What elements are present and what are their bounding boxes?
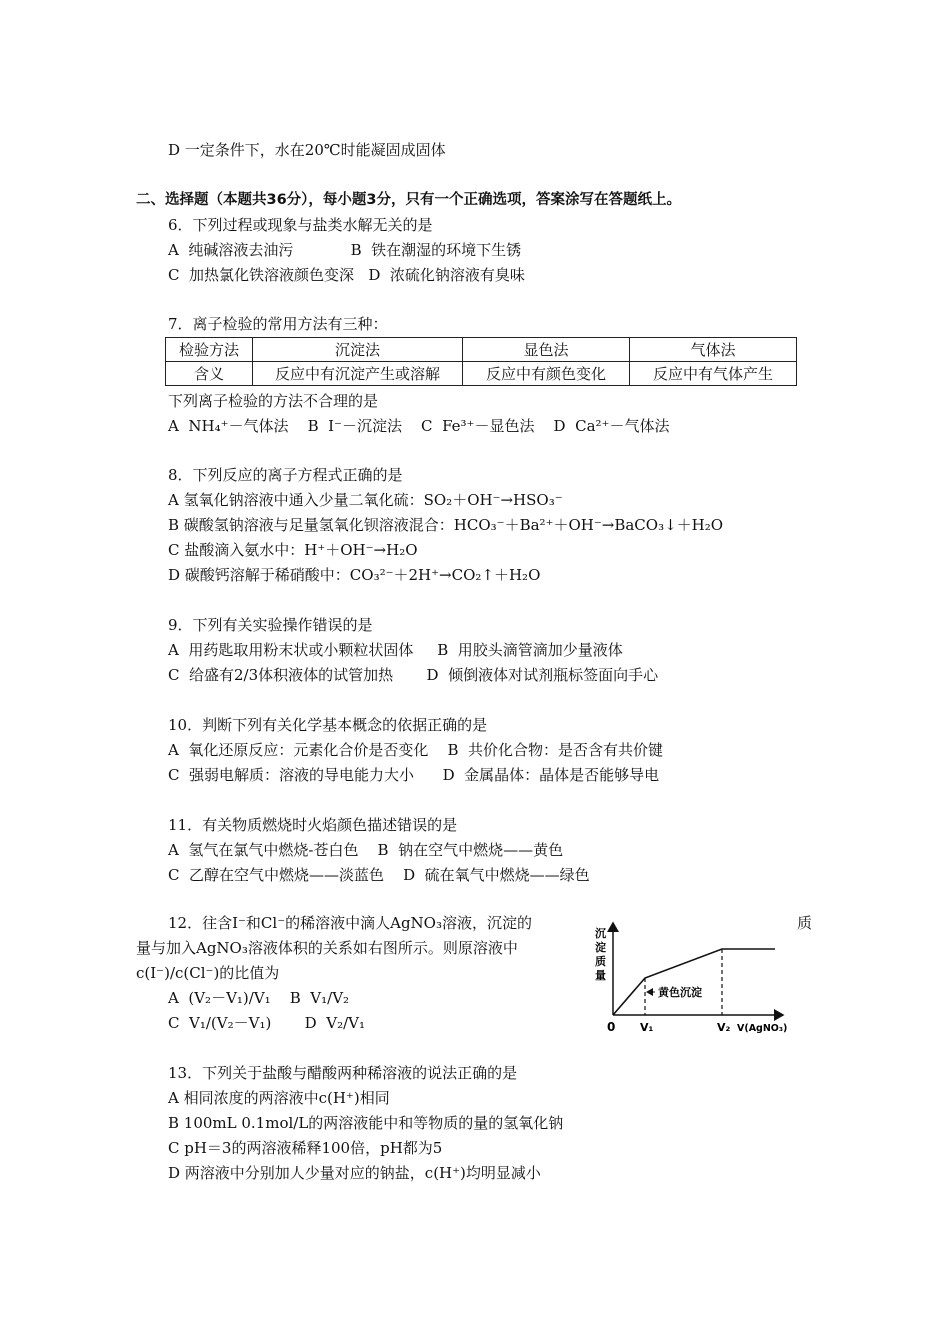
table-cell: 反应中有颜色变化 <box>463 362 630 386</box>
ylabel-char: 淀 <box>595 941 606 954</box>
ylabel-char: 质 <box>595 955 606 968</box>
q11-options-cd: C 乙醇在空气中燃烧——淡蓝色 D 硫在氧气中燃烧——绿色 <box>168 866 590 884</box>
xlabel: V(AgNO₃) <box>737 1023 788 1034</box>
table-cell: 反应中有气体产生 <box>630 362 797 386</box>
q11-options-ab: A 氢气在氯气中燃烧-苍白色 B 钠在空气中燃烧——黄色 <box>168 841 564 859</box>
table-header-row <box>166 338 797 362</box>
prev-option-d: D 一定条件下，水在20℃时能凝固成固体 <box>168 141 446 159</box>
q13-stem: 13．下列关于盐酸与醋酸两种稀溶液的说法正确的是 <box>168 1064 518 1082</box>
v2-label: V₂ <box>717 1021 731 1034</box>
ion-test-table <box>165 337 797 386</box>
q8-option-d: D 碳酸钙溶解于稀硝酸中：CO₃²⁻＋2H⁺→CO₂↑＋H₂O <box>168 566 541 584</box>
q8-option-c: C 盐酸滴入氨水中：H⁺＋OH⁻→H₂O <box>168 541 418 559</box>
q13-option-c: C pH＝3的两溶液稀释100倍，pH都为5 <box>168 1139 443 1157</box>
ylabel-char: 量 <box>595 969 606 982</box>
q12-line3: c(I⁻)/c(Cl⁻)的比值为 <box>136 964 280 982</box>
q10-options-ab: A 氧化还原反应：元素化合价是否变化 B 共价化合物：是否含有共价键 <box>168 741 664 759</box>
q13-option-d: D 两溶液中分别加人少量对应的钠盐，c(H⁺)均明显减小 <box>168 1164 541 1182</box>
q8-stem: 8．下列反应的离子方程式正确的是 <box>168 466 403 484</box>
annotation-label: 黄色沉淀 <box>658 986 702 999</box>
table-cell: 检验方法 <box>166 338 253 362</box>
ylabel-char: 沉 <box>595 927 606 940</box>
table-cell: 反应中有沉淀产生或溶解 <box>253 362 463 386</box>
q6-options-cd: C 加热氯化铁溶液颜色变深 D 浓硫化钠溶液有臭味 <box>168 266 525 284</box>
q6-stem: 6．下列过程或现象与盐类水解无关的是 <box>168 216 433 234</box>
q8-option-a: A 氢氧化钠溶液中通入少量二氧化硫：SO₂＋OH⁻→HSO₃⁻ <box>168 491 563 509</box>
q12-options-cd: C V₁/(V₂－V₁) D V₂/V₁ <box>168 1014 365 1032</box>
origin-label: 0 <box>607 1020 616 1034</box>
table-cell: 含义 <box>166 362 253 386</box>
q7-options: A NH₄⁺－气体法 B I⁻－沉淀法 C Fe³⁺－显色法 D Ca²⁺－气体法 <box>168 417 670 435</box>
q12-options-ab: A (V₂－V₁)/V₁ B V₁/V₂ <box>168 989 350 1007</box>
table-cell: 气体法 <box>630 338 797 362</box>
section-header: 二、选择题（本题共36分），每小题3分，只有一个正确选项，答案涂写在答题纸上。 <box>136 192 682 208</box>
q13-option-a: A 相同浓度的两溶液中c(H⁺)相同 <box>168 1089 390 1107</box>
q12-line1-end: 质 <box>797 914 813 932</box>
table-cell: 显色法 <box>463 338 630 362</box>
table-cell: 沉淀法 <box>253 338 463 362</box>
q7-stem: 7．离子检验的常用方法有三种： <box>168 315 388 333</box>
q12-line2: 量与加入AgNO₃溶液体积的关系如右图所示。则原溶液中 <box>136 939 518 957</box>
q9-options-cd: C 给盛有2/3体积液体的试管加热 D 倾倒液体对试剂瓶标签面向手心 <box>168 666 659 684</box>
precipitate-curve <box>613 949 775 1015</box>
q7-question: 下列离子检验的方法不合理的是 <box>168 392 379 410</box>
v1-label: V₁ <box>640 1021 654 1034</box>
q6-options-ab: A 纯碱溶液去油污 B 铁在潮湿的环境下生锈 <box>168 241 522 259</box>
q11-stem: 11．有关物质燃烧时火焰颜色描述错误的是 <box>168 816 458 834</box>
q9-options-ab: A 用药匙取用粉末状或小颗粒状固体 B 用胶头滴管滴加少量液体 <box>168 641 623 659</box>
table-row <box>166 362 797 386</box>
q8-option-b: B 碳酸氢钠溶液与足量氢氧化钡溶液混合：HCO₃⁻＋Ba²⁺＋OH⁻→BaCO₃↓＋H₂O <box>168 516 724 534</box>
q10-options-cd: C 强弱电解质：溶液的导电能力大小 D 金属晶体：晶体是否能够导电 <box>168 766 660 784</box>
precipitate-graph <box>585 915 790 1040</box>
q12-line1: 12．往含I⁻和Cl⁻的稀溶液中滴人AgNO₃溶液，沉淀的 <box>168 914 532 932</box>
q9-stem: 9．下列有关实验操作错误的是 <box>168 616 373 634</box>
q13-option-b: B 100mL 0.1mol/L的两溶液能中和等物质的量的氢氧化钠 <box>168 1114 564 1132</box>
q10-stem: 10．判断下列有关化学基本概念的依据正确的是 <box>168 716 488 734</box>
